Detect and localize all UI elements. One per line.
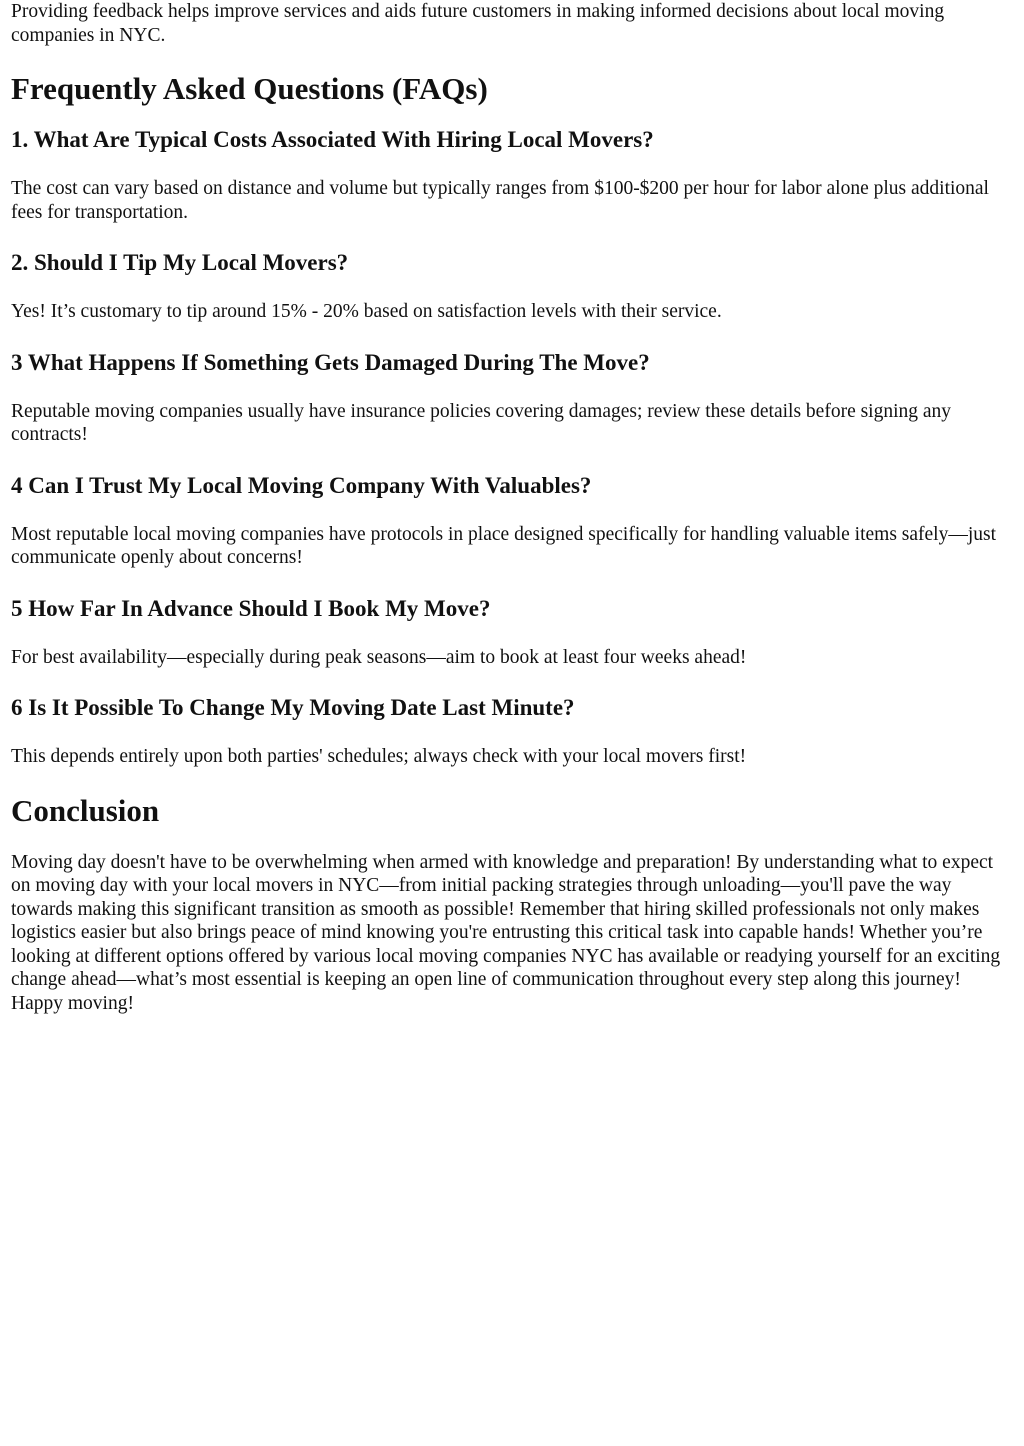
faq-question: 1. What Are Typical Costs Associated With Hiring Local Movers? <box>11 127 654 152</box>
faq-question: 5 How Far In Advance Should I Book My Move? <box>11 595 491 621</box>
conclusion-paragraph: Moving day doesn't have to be overwhelming when armed with knowledge and preparation! By understanding what to expect on moving day with your local movers in NYC—from initial packing strategies through unloading—you'll pave the way towards making this significant transition as smooth as possible! Remember that hiring skilled professionals not only makes logistics easier but also brings peace of mind knowing you're entrusting this critical task into capable hands! Whether you’re looking at different options offered by various local moving companies NYC has available or readying yourself for an exciting change ahead—what’s most essential is keeping an open line of communication throughout every step along this journey! Happy moving! <box>11 851 1001 1014</box>
faq-item <box>11 349 1013 447</box>
faq-item <box>11 249 1013 324</box>
faq-question: 3 What Happens If Something Gets Damaged During The Move? <box>11 349 650 375</box>
faq-item <box>11 126 1013 224</box>
faq-answer: The cost can vary based on distance and volume but typically ranges from $100-$200 per hour for labor alone plus additional fees for transportation. <box>11 178 989 223</box>
faq-question: 4 Can I Trust My Local Moving Company With Valuables? <box>11 472 592 498</box>
faq-list <box>11 126 1013 769</box>
conclusion-heading: Conclusion <box>11 792 160 828</box>
faq-answer: Yes! It’s customary to tip around 15% - 20% based on satisfaction levels with their service. <box>11 301 722 322</box>
faq-item <box>11 694 1013 769</box>
faq-heading: Frequently Asked Questions (FAQs) <box>11 71 488 106</box>
faq-answer: Reputable moving companies usually have insurance policies covering damages; review these details before signing any contracts! <box>11 400 952 445</box>
faq-item <box>11 595 1013 670</box>
faq-answer: This depends entirely upon both parties' schedules; always check with your local movers first! <box>11 746 747 767</box>
faq-question: 2. Should I Tip My Local Movers? <box>11 250 349 275</box>
intro-paragraph: Providing feedback helps improve services and aids future customers in making informed decisions about local moving companies in NYC. <box>11 1 945 46</box>
faq-answer: For best availability—especially during peak seasons—aim to book at least four weeks ahead! <box>11 646 747 668</box>
faq-item <box>11 472 1013 570</box>
faq-question: 6 Is It Possible To Change My Moving Date Last Minute? <box>11 695 575 720</box>
faq-answer: Most reputable local moving companies have protocols in place designed specifically for handling valuable items safely—just communicate openly about concerns! <box>11 523 997 568</box>
